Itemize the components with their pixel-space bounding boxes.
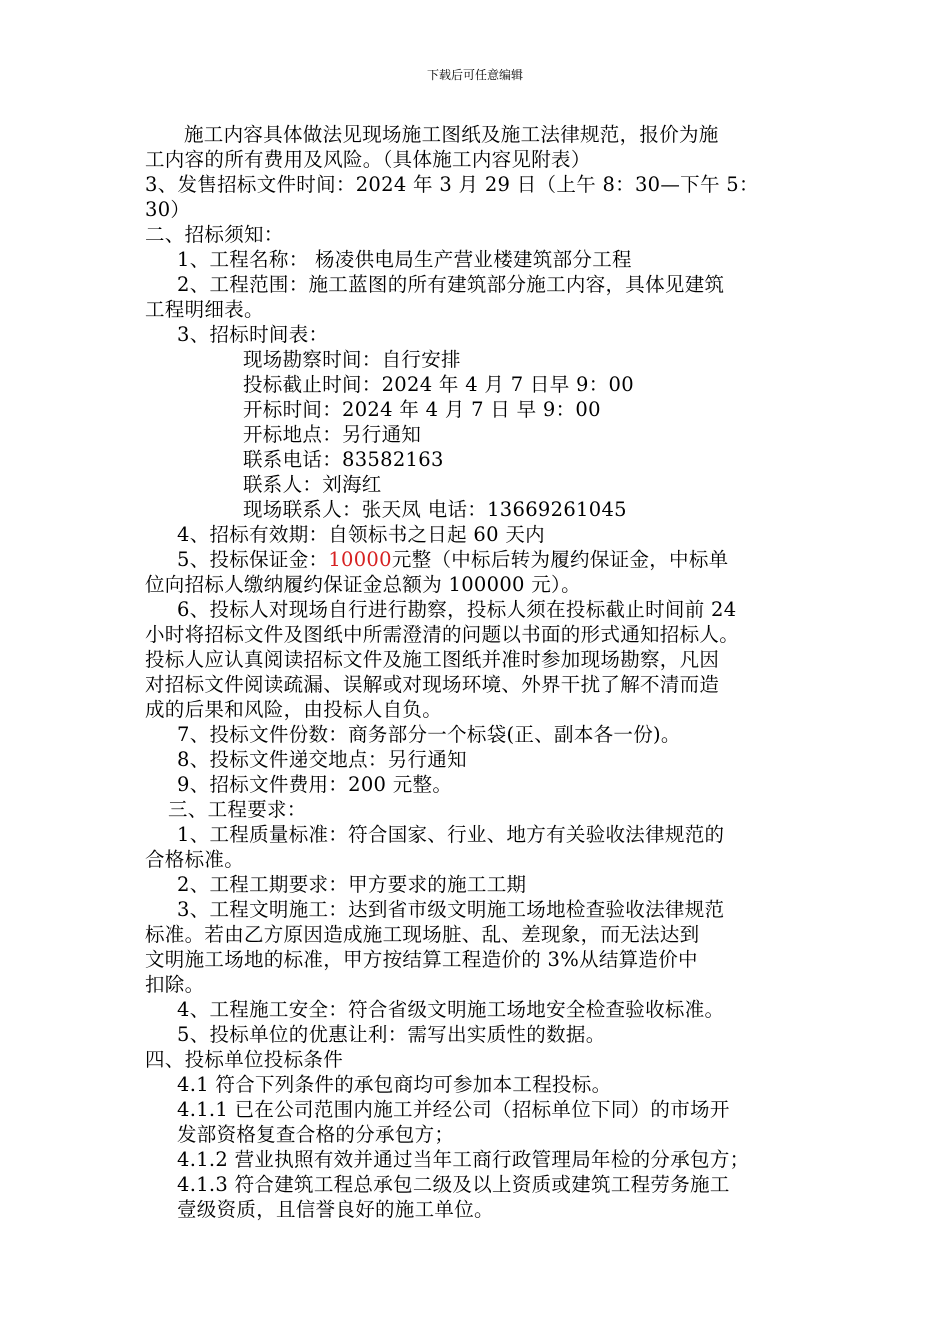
text-line: 8、投标文件递交地点：另行通知 xyxy=(177,748,467,771)
schedule-line: 现场联系人：张天凤 电话：13669261045 xyxy=(243,498,627,521)
text-line: 合格标准。 xyxy=(145,848,245,871)
schedule-line: 联系电话：83582163 xyxy=(243,448,444,471)
text-line: 发部资格复查合格的分承包方； xyxy=(177,1123,455,1146)
text-line: 6、投标人对现场自行进行勘察，投标人须在投标截止时间前 24 xyxy=(177,598,737,621)
text-line: 1、工程质量标准：符合国家、行业、地方有关验收法律规范的 xyxy=(177,823,725,846)
text-line: 4.1.2 营业执照有效并通过当年工商行政管理局年检的分承包方； xyxy=(177,1148,750,1171)
deposit-line xyxy=(145,547,815,572)
document-body xyxy=(145,122,815,1222)
schedule-line: 现场勘察时间：自行安排 xyxy=(243,348,461,371)
text-line: 4.1.1 已在公司范围内施工并经公司（招标单位下同）的市场开 xyxy=(177,1098,730,1121)
text-line: 9、招标文件费用：200 元整。 xyxy=(177,773,453,796)
text-line: 1、工程名称： 杨凌供电局生产营业楼建筑部分工程 xyxy=(177,248,632,271)
text-line: 30） xyxy=(145,198,191,221)
section-heading: 二、招标须知： xyxy=(145,223,284,246)
section-heading: 四、投标单位投标条件 xyxy=(145,1048,344,1071)
section-heading: 三、工程要求： xyxy=(168,798,307,821)
text-line: 4.1.3 符合建筑工程总承包二级及以上资质或建筑工程劳务施工 xyxy=(177,1173,730,1196)
text-line: 投标人应认真阅读招标文件及施工图纸并准时参加现场勘察，凡因 xyxy=(145,648,720,671)
text-line: 3、发售招标文件时间：2024 年 3 月 29 日（上午 8：30—下午 5： xyxy=(145,173,759,196)
text-line: 对招标文件阅读疏漏、误解或对现场环境、外界干扰了解不清而造 xyxy=(145,673,720,696)
text-line: 4、招标有效期：自领标书之日起 60 天内 xyxy=(177,523,545,546)
text-line: 工内容的所有费用及风险。（具体施工内容见附表） xyxy=(145,148,591,171)
text-line: 扣除。 xyxy=(145,973,205,996)
text-line: 工程明细表。 xyxy=(145,298,264,321)
text-line: 2、工程范围：施工蓝图的所有建筑部分施工内容，具体见建筑 xyxy=(177,273,725,296)
schedule-line: 联系人：刘海红 xyxy=(243,473,382,496)
deposit-amount: 10000 xyxy=(328,548,392,571)
text-line: 3、工程文明施工：达到省市级文明施工场地检查验收法律规范 xyxy=(177,898,725,921)
schedule-line: 开标时间：2024 年 4 月 7 日 早 9：00 xyxy=(243,398,601,421)
deposit-note: 元整（中标后转为履约保证金，中标单 xyxy=(391,548,729,571)
text-line: 4、工程施工安全：符合省级文明施工场地安全检查验收标准。 xyxy=(177,998,725,1021)
text-line: 文明施工场地的标准，甲方按结算工程造价的 3%从结算造价中 xyxy=(145,948,698,971)
schedule-line: 开标地点：另行通知 xyxy=(243,423,422,446)
text-line: 成的后果和风险，由投标人自负。 xyxy=(145,698,443,721)
deposit-label: 5、投标保证金： xyxy=(177,548,329,571)
text-line: 位向招标人缴纳履约保证金总额为 100000 元）。 xyxy=(145,573,581,596)
text-line: 施工内容具体做法见现场施工图纸及施工法律规范，报价为施 xyxy=(184,123,719,146)
text-line: 2、工程工期要求：甲方要求的施工工期 xyxy=(177,873,527,896)
text-line: 3、招标时间表： xyxy=(177,323,329,346)
text-line: 标准。若由乙方原因造成施工现场脏、乱、差现象，而无法达到 xyxy=(145,923,700,946)
text-line: 4.1 符合下列条件的承包商均可参加本工程投标。 xyxy=(177,1073,612,1096)
text-line: 7、投标文件份数：商务部分一个标袋(正、副本各一份)。 xyxy=(177,723,681,746)
text-line: 小时将招标文件及图纸中所需澄清的问题以书面的形式通知招标人。 xyxy=(145,623,740,646)
text-line: 壹级资质，且信誉良好的施工单位。 xyxy=(177,1198,494,1221)
text-line: 5、投标单位的优惠让利：需写出实质性的数据。 xyxy=(177,1023,606,1046)
page-header: 下载后可任意编辑 xyxy=(426,68,523,82)
schedule-line: 投标截止时间：2024 年 4 月 7 日早 9：00 xyxy=(243,373,634,396)
